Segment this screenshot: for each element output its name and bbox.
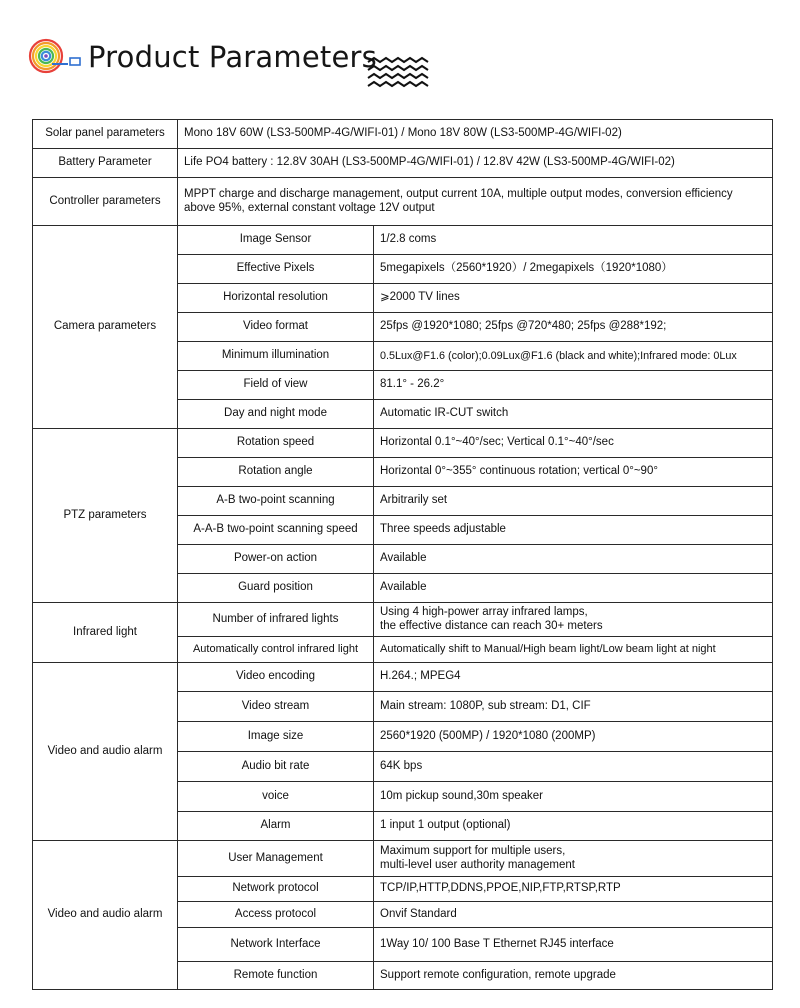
param-label: Network Interface — [178, 928, 374, 962]
param-value: Automatically shift to Manual/High beam light/Low beam light at night — [374, 637, 773, 663]
param-label: Video stream — [178, 692, 374, 722]
param-value-line: Using 4 high-power array infrared lamps, — [380, 605, 588, 618]
product-parameters-table — [32, 119, 773, 990]
param-value-line: the effective distance can reach 30+ meters — [380, 619, 603, 632]
page-title: Product Parameters — [88, 40, 377, 74]
param-value: 1 input 1 output (optional) — [374, 812, 773, 841]
param-label: Day and night mode — [178, 400, 374, 429]
param-label: Video encoding — [178, 663, 374, 692]
param-value — [374, 603, 773, 637]
section-label: Video and audio alarm — [33, 841, 178, 990]
param-label: Video format — [178, 313, 374, 342]
param-label: Alarm — [178, 812, 374, 841]
param-value: Onvif Standard — [374, 902, 773, 928]
param-label: Audio bit rate — [178, 752, 374, 782]
param-label: A-A-B two-point scanning speed — [178, 516, 374, 545]
param-label: Image size — [178, 722, 374, 752]
table-row — [33, 603, 773, 637]
row-label: Solar panel parameters — [33, 120, 178, 149]
param-value: Available — [374, 545, 773, 574]
table-row — [33, 663, 773, 692]
section-label: PTZ parameters — [33, 429, 178, 603]
param-label: Image Sensor — [178, 226, 374, 255]
table-row — [33, 120, 773, 149]
table-row — [33, 178, 773, 226]
param-label: Rotation speed — [178, 429, 374, 458]
param-value: 25fps @1920*1080; 25fps @720*480; 25fps @288*192; — [374, 313, 773, 342]
param-label: Guard position — [178, 574, 374, 603]
param-value-line: multi-level user authority management — [380, 858, 575, 871]
table-row — [33, 429, 773, 458]
param-value: 1/2.8 coms — [374, 226, 773, 255]
param-label: Effective Pixels — [178, 255, 374, 284]
section-label: Video and audio alarm — [33, 663, 178, 841]
param-label: Field of view — [178, 371, 374, 400]
param-value: Automatic IR-CUT switch — [374, 400, 773, 429]
param-value: ⩾2000 TV lines — [374, 284, 773, 313]
param-value: Horizontal 0°~355° continuous rotation; vertical 0°~90° — [374, 458, 773, 487]
param-value: 10m pickup sound,30m speaker — [374, 782, 773, 812]
param-label: voice — [178, 782, 374, 812]
param-label: Access protocol — [178, 902, 374, 928]
param-value: 0.5Lux@F1.6 (color);0.09Lux@F1.6 (black and white);Infrared mode: 0Lux — [374, 342, 773, 371]
param-label: Power-on action — [178, 545, 374, 574]
param-label: A-B two-point scanning — [178, 487, 374, 516]
param-value: 2560*1920 (500MP) / 1920*1080 (200MP) — [374, 722, 773, 752]
row-label: Controller parameters — [33, 178, 178, 226]
section-label: Camera parameters — [33, 226, 178, 429]
row-value: Mono 18V 60W (LS3-500MP-4G/WIFI-01) / Mono 18V 80W (LS3-500MP-4G/WIFI-02) — [178, 120, 773, 149]
table-row — [33, 841, 773, 877]
param-label: User Management — [178, 841, 374, 877]
param-value: Main stream: 1080P, sub stream: D1, CIF — [374, 692, 773, 722]
param-value: 81.1° - 26.2° — [374, 371, 773, 400]
param-value: 5megapixels（2560*1920）/ 2megapixels（1920*1080） — [374, 255, 773, 284]
param-value: Support remote configuration, remote upgrade — [374, 962, 773, 990]
param-value — [374, 841, 773, 877]
param-label: Automatically control infrared light — [178, 637, 374, 663]
param-label: Number of infrared lights — [178, 603, 374, 637]
param-label: Minimum illumination — [178, 342, 374, 371]
param-value-line: Maximum support for multiple users, — [380, 844, 566, 857]
param-value: Horizontal 0.1°~40°/sec; Vertical 0.1°~40°/sec — [374, 429, 773, 458]
row-label: Battery Parameter — [33, 149, 178, 178]
wave-lines-icon — [366, 56, 430, 92]
param-label: Rotation angle — [178, 458, 374, 487]
param-value: H.264.; MPEG4 — [374, 663, 773, 692]
param-value: 64K bps — [374, 752, 773, 782]
param-label: Remote function — [178, 962, 374, 990]
page-header — [28, 28, 448, 98]
row-value: Life PO4 battery : 12.8V 30AH (LS3-500MP-4G/WIFI-01) / 12.8V 42W (LS3-500MP-4G/WIFI-02) — [178, 149, 773, 178]
param-value: Three speeds adjustable — [374, 516, 773, 545]
param-value: Arbitrarily set — [374, 487, 773, 516]
param-label: Network protocol — [178, 877, 374, 902]
param-value: TCP/IP,HTTP,DDNS,PPOE,NIP,FTP,RTSP,RTP — [374, 877, 773, 902]
param-label: Horizontal resolution — [178, 284, 374, 313]
section-label: Infrared light — [33, 603, 178, 663]
param-value: 1Way 10/ 100 Base T Ethernet RJ45 interface — [374, 928, 773, 962]
table-row — [33, 226, 773, 255]
table-row — [33, 149, 773, 178]
rainbow-circle-logo-icon — [28, 32, 88, 84]
row-value: MPPT charge and discharge management, output current 10A, multiple output modes, conversion efficiency above 95%, external constant voltage 12V output — [178, 178, 773, 226]
param-value: Available — [374, 574, 773, 603]
